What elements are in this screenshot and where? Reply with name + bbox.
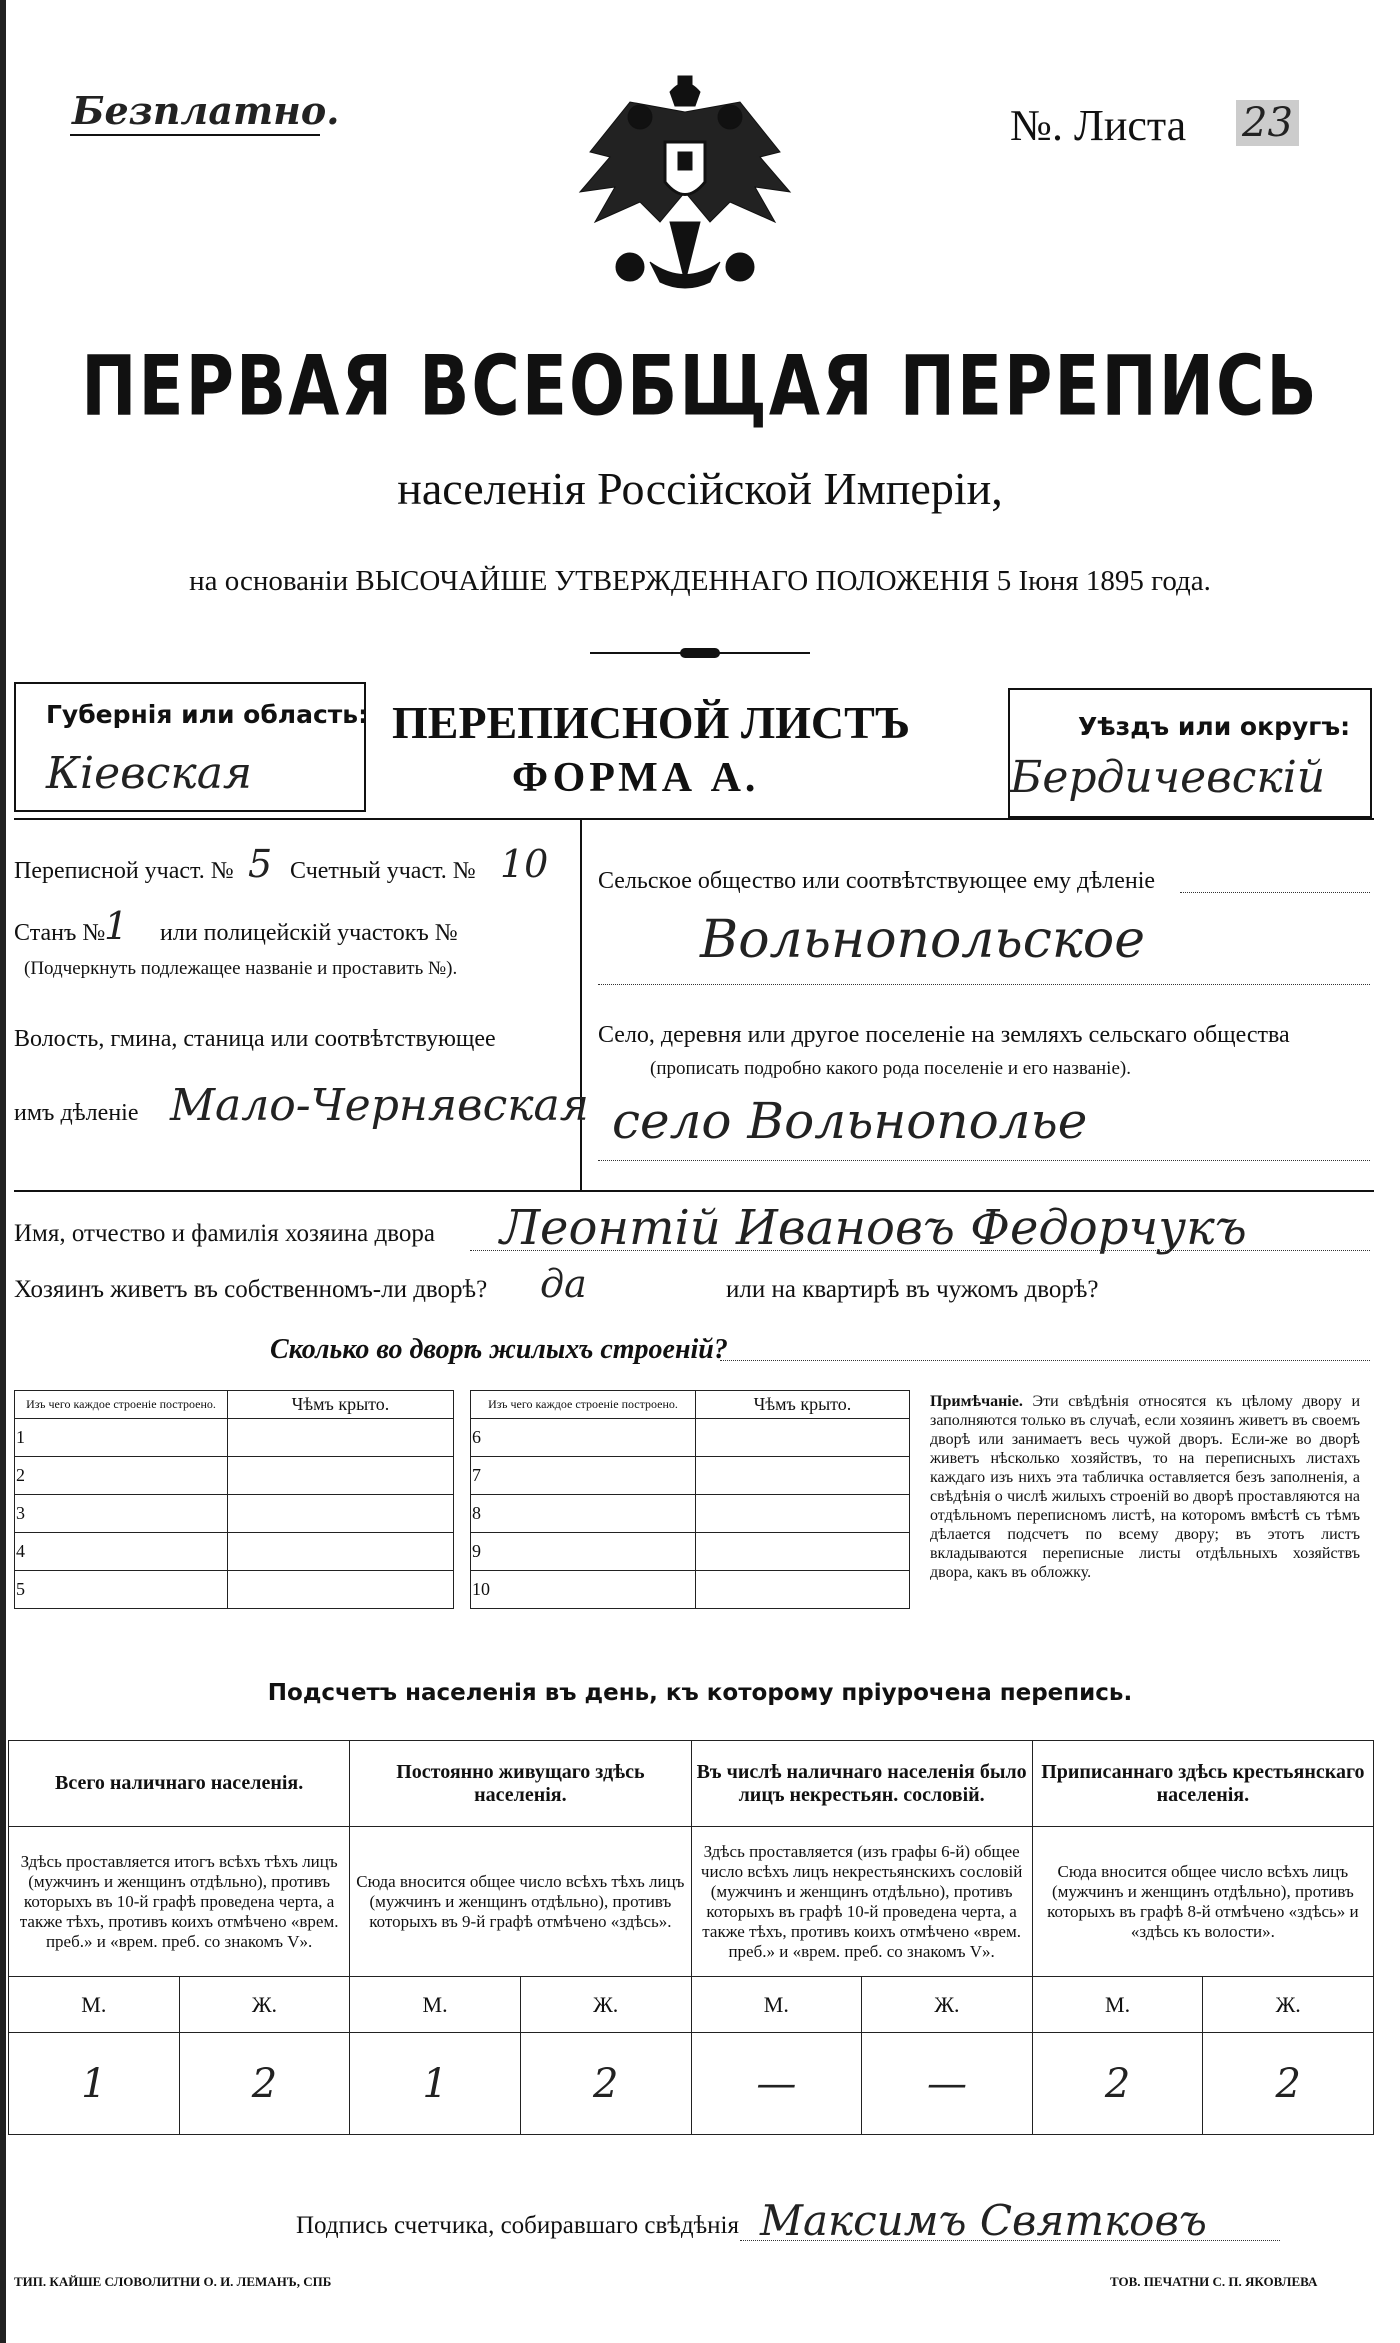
volost-value: Мало-Чернявская: [170, 1080, 589, 1131]
gubernia-value: Кіевская: [46, 748, 253, 799]
free-underline: [70, 134, 320, 136]
stan-label: Станъ №: [14, 920, 106, 946]
male-count: 2: [1032, 2033, 1203, 2135]
owner-value: Леонтій Ивановъ Федорчукъ: [500, 1200, 1247, 1256]
ornament-divider: [590, 648, 810, 658]
summary-col-desc: Сюда вносится общее число всѣхъ лицъ (мужчинъ и женщинъ отдѣльно), противъ которыхъ въ графѣ 8-й отмѣчено «здѣсь» и «здѣсь къ волости».: [1032, 1827, 1373, 1977]
perepis-uchastok-label: Переписной участ. №: [14, 858, 234, 884]
schet-uchastok-label: Счетный участ. №: [290, 858, 476, 884]
buildings-line: [720, 1360, 1370, 1361]
census-subtitle: населенія Россійской Имперіи,: [397, 463, 1003, 514]
signature-label: Подпись счетчика, собиравшаго свѣдѣнія: [296, 2212, 739, 2239]
form-subtitle: ФОРМА А.: [512, 755, 760, 801]
building-row-number: 9: [471, 1533, 696, 1571]
census-basis: на основаніи ВЫСОЧАЙШЕ УТВЕРЖДЕННАГО ПОЛОЖЕНІЯ 5 Іюня 1895 года.: [189, 565, 1211, 597]
buildings-question: Сколько во дворѣ жилыхъ строеній?: [270, 1334, 728, 1365]
selo-label: Село, деревня или другое поселеніе на земляхъ сельскаго общества: [598, 1022, 1290, 1048]
female-count: 2: [1203, 2033, 1374, 2135]
free-label: Безплатно.: [72, 88, 340, 133]
building-row-number: 10: [471, 1571, 696, 1609]
signature-line: [740, 2240, 1280, 2241]
uezd-label: Уѣздъ или округъ:: [1078, 712, 1351, 741]
double-headed-eagle-emblem: [570, 72, 800, 312]
selsk-line: [1180, 892, 1370, 893]
summary-col-title: Постоянно живущаго здѣсь населенія.: [350, 1741, 691, 1827]
male-header: М.: [691, 1977, 862, 2033]
selsk-obshch-label: Сельское общество или соотвѣтствующее ему дѣленіе: [598, 868, 1156, 894]
male-header: М.: [350, 1977, 521, 2033]
buildings-note: [930, 1392, 1360, 1582]
note-text: Эти свѣдѣнія относятся къ цѣлому двору и заполняются только въ случаѣ, если хозяинъ живетъ въ своемъ дворѣ или занимаетъ весь чужой дворъ. Если-же во дворѣ живетъ нѣсколько хозяйствъ, то на переписныхъ листахъ каждаго изъ нихъ эта табличка оставляется безъ заполненія, а свѣдѣнія о числѣ жилыхъ строеній во дворѣ проставляются на отдѣльномъ переписномъ листѣ, на которомъ вмѣстѣ съ тѣмъ дѣлается подсчетъ по всему двору; въ этотъ листъ вкладываются переписные листы отдѣльныхъ хозяйствъ двора, какъ въ обложку.: [930, 1393, 1360, 1581]
schet-uchastok-value: 10: [500, 842, 549, 886]
selo-note: (прописать подробно какого рода поселеніе и его названіе).: [650, 1058, 1131, 1079]
building-row-number: 3: [15, 1495, 228, 1533]
note-heading: Примѣчаніе.: [930, 1393, 1023, 1410]
female-count: 2: [179, 2033, 350, 2135]
col-roof-header: Чѣмъ крыто.: [696, 1391, 910, 1419]
census-title: ПЕРВАЯ ВСЕОБЩАЯ ПЕРЕПИСЬ: [81, 338, 1319, 435]
owner-label: Имя, отчество и фамилія хозяина двора: [14, 1220, 435, 1247]
uezd-value: Бердичевскій: [1010, 752, 1326, 803]
buildings-table-left: [14, 1390, 454, 1609]
sheet-number-label: №. Листа: [1010, 101, 1187, 150]
summary-col-title: Приписаннаго здѣсь крестьянскаго населенія.: [1032, 1741, 1373, 1827]
printer-left: ТИП. КАЙШЕ СЛОВОЛИТНИ О. И. ЛЕМАНЪ, СПБ: [14, 2274, 332, 2289]
building-row-number: 7: [471, 1457, 696, 1495]
stan-value: 1: [104, 904, 129, 948]
population-summary-table: [8, 1740, 1374, 2135]
building-row-number: 1: [15, 1419, 228, 1457]
female-count: —: [862, 2033, 1033, 2135]
female-header: Ж.: [520, 1977, 691, 2033]
form-title: ПЕРЕПИСНОЙ ЛИСТЪ: [392, 697, 911, 748]
section-rule: [14, 818, 1374, 820]
signature-value: Максимъ Святковъ: [760, 2196, 1207, 2245]
col-material-header: Изъ чего каждое строеніе построено.: [15, 1391, 228, 1419]
building-row-number: 5: [15, 1571, 228, 1609]
building-row-number: 4: [15, 1533, 228, 1571]
printer-right: ТОВ. ПЕЧАТНИ С. П. ЯКОВЛЕВА: [1110, 2274, 1318, 2289]
building-row-number: 8: [471, 1495, 696, 1533]
male-header: М.: [9, 1977, 180, 2033]
col-roof-header: Чѣмъ крыто.: [228, 1391, 454, 1419]
selsk-obshch-value: Вольнопольское: [700, 910, 1145, 970]
selo-value: село Вольнополье: [612, 1092, 1088, 1150]
volost-label-2: имъ дѣленіе: [14, 1100, 139, 1126]
gubernia-label: Губернія или область:: [46, 700, 369, 729]
owner-line: [470, 1250, 1370, 1251]
lives-alt-label: или на квартирѣ въ чужомъ дворѣ?: [726, 1276, 1099, 1303]
summary-col-title: Всего наличнаго населенія.: [9, 1741, 350, 1827]
lives-value: да: [540, 1262, 587, 1306]
female-header: Ж.: [1203, 1977, 1374, 2033]
underline-note: (Подчеркнуть подлежащее названіе и проставить №).: [24, 958, 458, 979]
volost-label-1: Волость, гмина, станица или соотвѣтствующее: [14, 1026, 496, 1052]
owner-rule: [14, 1190, 1374, 1192]
lives-label: Хозяинъ живетъ въ собственномъ-ли дворѣ?: [14, 1276, 488, 1303]
selsk-value-line: [598, 984, 1370, 985]
summary-col-desc: Здѣсь проставляется (изъ графы 6-й) общее число всѣхъ лицъ некрестьянскихъ сословій (мужчинъ и женщинъ отдѣльно), противъ которыхъ въ графѣ 10-й проведена черта, а также тѣхъ, противъ коихъ отмѣчено «врем. преб.» и «врем. преб. со знакомъ V».: [691, 1827, 1032, 1977]
selo-value-line: [598, 1160, 1370, 1161]
male-count: 1: [350, 2033, 521, 2135]
column-divider: [580, 820, 582, 1190]
female-count: 2: [520, 2033, 691, 2135]
female-header: Ж.: [179, 1977, 350, 2033]
female-header: Ж.: [862, 1977, 1033, 2033]
building-row-number: 6: [471, 1419, 696, 1457]
building-row-number: 2: [15, 1457, 228, 1495]
male-header: М.: [1032, 1977, 1203, 2033]
col-material-header: Изъ чего каждое строеніе построено.: [471, 1391, 696, 1419]
summary-col-desc: Здѣсь проставляется итогъ всѣхъ тѣхъ лицъ (мужчинъ и женщинъ отдѣльно), противъ которыхъ въ 10-й графѣ проведена черта, а также тѣхъ, противъ коихъ отмѣчено «врем. преб.» и «врем. преб. со знакомъ V».: [9, 1827, 350, 1977]
male-count: —: [691, 2033, 862, 2135]
summary-heading: Подсчетъ населенія въ день, къ которому пріурочена перепись.: [267, 1680, 1133, 1706]
perepis-uchastok-value: 5: [248, 842, 273, 886]
male-count: 1: [9, 2033, 180, 2135]
summary-col-title: Въ числѣ наличнаго населенія было лицъ некрестьян. сословій.: [691, 1741, 1032, 1827]
police-label: или полицейскій участокъ №: [160, 920, 458, 946]
buildings-table-right: [470, 1390, 910, 1609]
sheet-number-value: 23: [1236, 100, 1299, 146]
summary-col-desc: Сюда вносится общее число всѣхъ тѣхъ лицъ (мужчинъ и женщинъ отдѣльно), противъ которыхъ въ 9-й графѣ отмѣчено «здѣсь».: [350, 1827, 691, 1977]
